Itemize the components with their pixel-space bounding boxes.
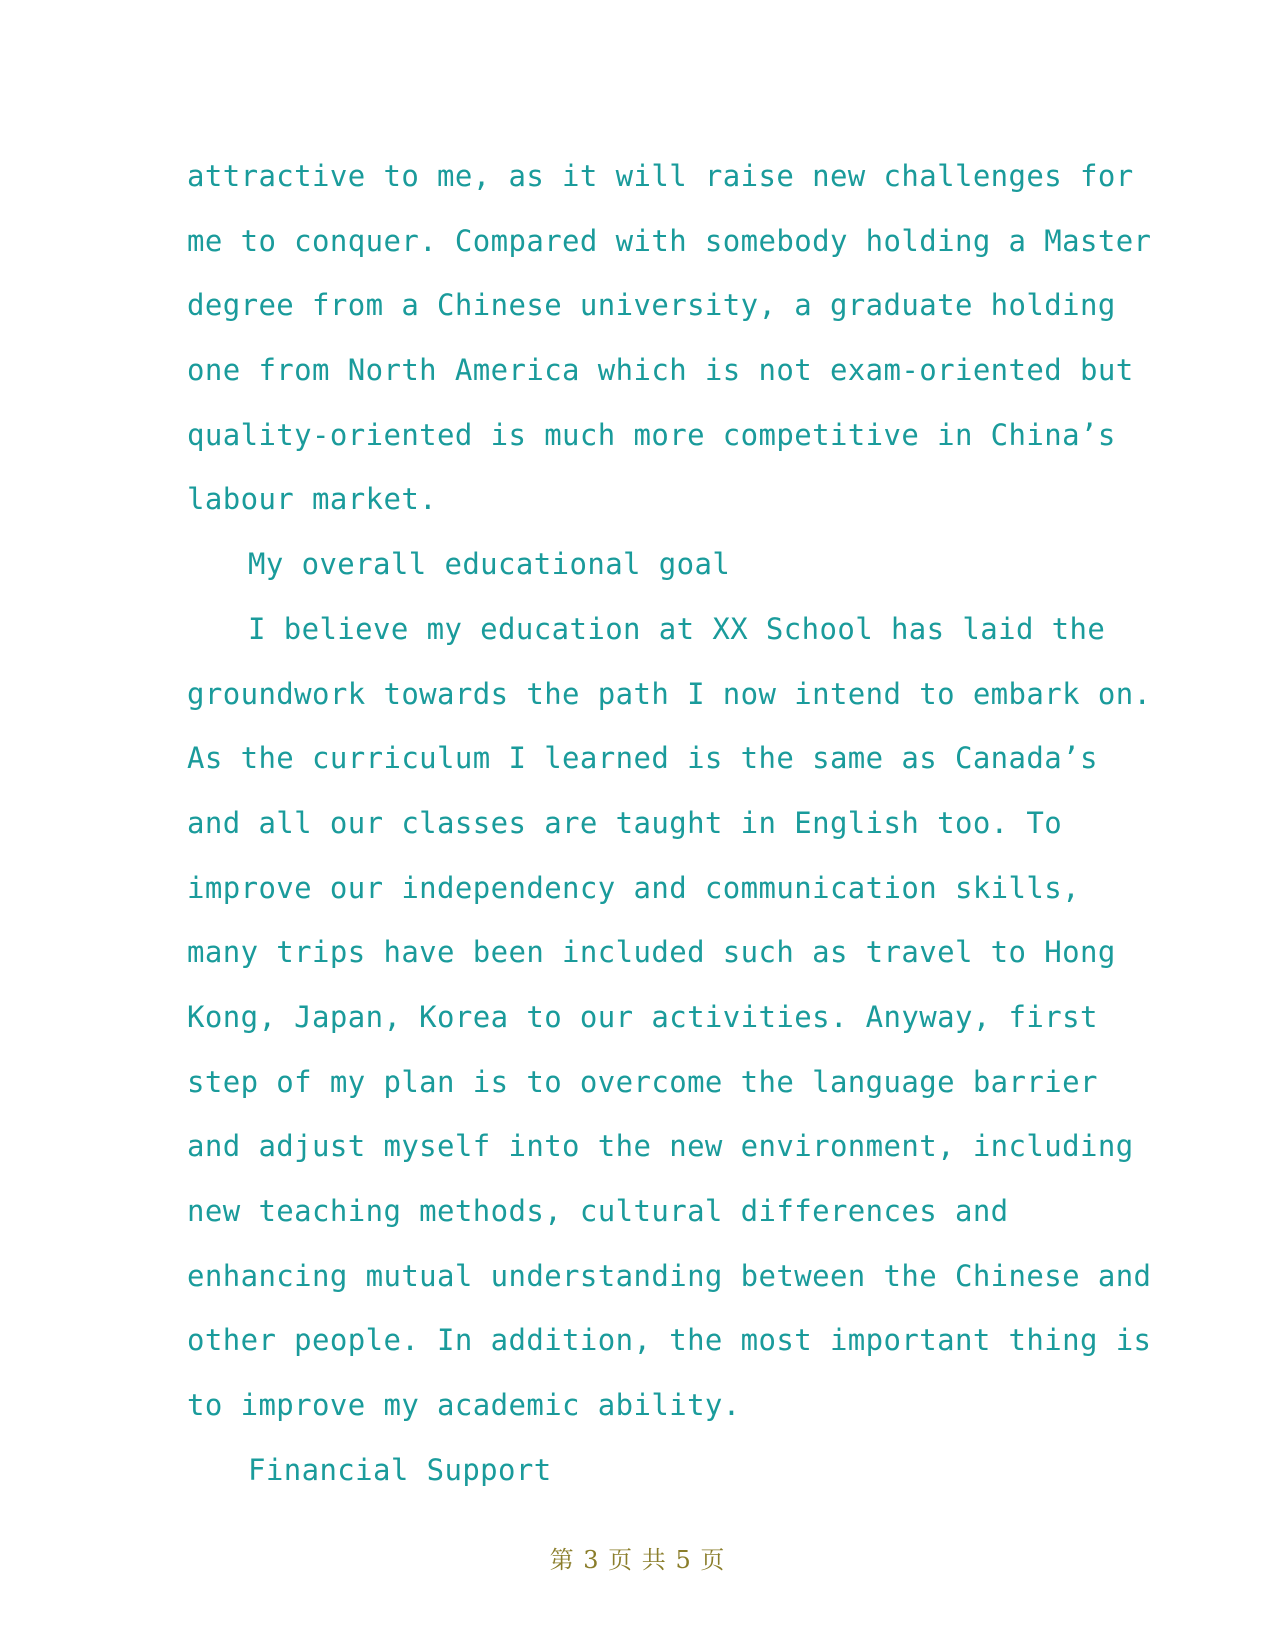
text-line: to improve my academic ability. (187, 1388, 741, 1423)
text-line: degree from a Chinese university, a graduate holding (187, 288, 1116, 323)
text-line: and adjust myself into the new environment, including (187, 1129, 1134, 1164)
text-line: many trips have been included such as travel to Hong (187, 935, 1116, 970)
text-line: enhancing mutual understanding between the Chinese and (187, 1258, 1152, 1293)
page-footer: 第 3 页 共 5 页 (549, 1546, 726, 1574)
text-line: Financial Support (248, 1452, 552, 1487)
text-line: one from North America which is not exam-oriented but (187, 353, 1134, 388)
text-line: me to conquer. Compared with somebody holding a Master (187, 223, 1152, 258)
text-line: improve our independency and communication skills, (187, 870, 1080, 905)
text-line: attractive to me, as it will raise new challenges for (187, 159, 1134, 193)
text-line: I believe my education at XX School has laid the (248, 611, 1106, 646)
text-line: step of my plan is to overcome the language barrier (187, 1064, 1098, 1099)
text-line: groundwork towards the path I now intend to embark on. (187, 676, 1152, 711)
text-line: new teaching methods, cultural differences and (187, 1194, 1009, 1228)
text-line: labour market. (187, 482, 438, 517)
text-line: My overall educational goal (248, 547, 731, 582)
text-line: Kong, Japan, Korea to our activities. Anyway, first (187, 999, 1098, 1034)
text-line: other people. In addition, the most important thing is (187, 1323, 1152, 1358)
text-line: quality-oriented is much more competitive in China’s (187, 417, 1116, 452)
text-line: and all our classes are taught in English too. To (187, 805, 1063, 840)
text-line: As the curriculum I learned is the same as Canada’s (187, 741, 1098, 776)
body-text (187, 144, 1152, 1502)
